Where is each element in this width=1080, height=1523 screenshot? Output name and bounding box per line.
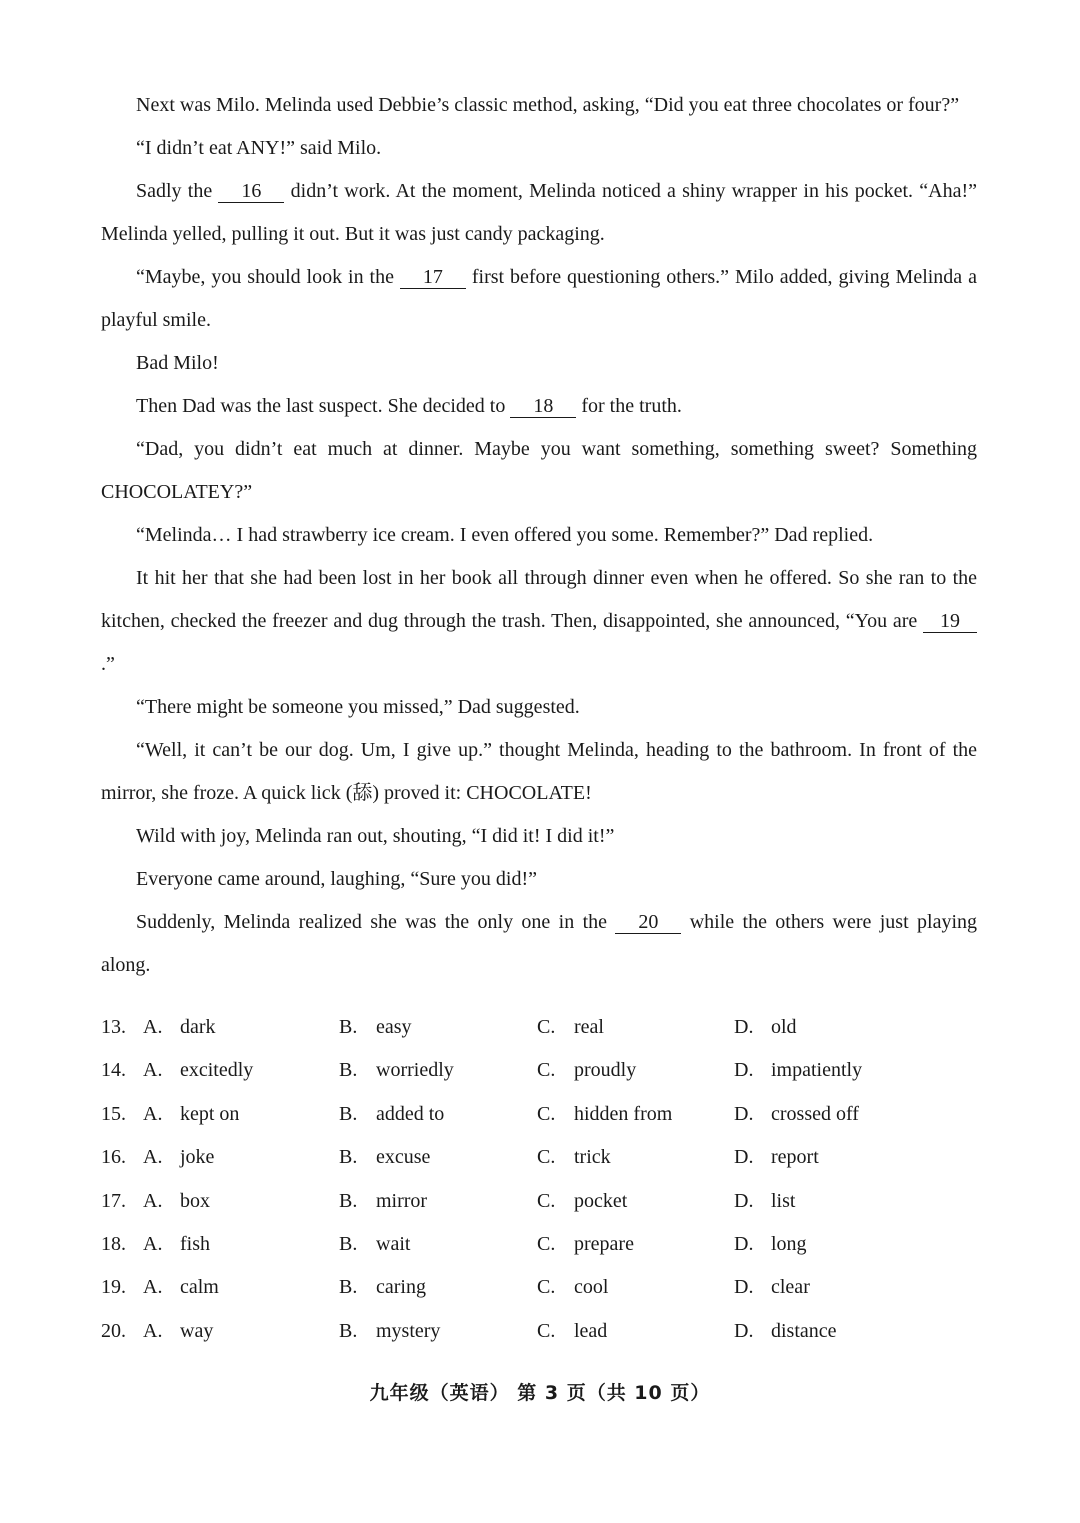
option-letter: D.: [734, 1189, 754, 1212]
option-letter: B.: [339, 1059, 358, 1082]
option-letter: C.: [537, 1319, 556, 1342]
option-b: [339, 1223, 410, 1266]
option-text: impatiently: [771, 1059, 863, 1082]
paragraph: Wild with joy, Melinda ran out, shouting, “I did it! I did it!”: [136, 825, 615, 847]
option-a: [143, 1180, 210, 1223]
option-letter: D.: [734, 1059, 754, 1082]
option-text: pocket: [574, 1189, 628, 1212]
option-text: kept on: [180, 1102, 240, 1125]
option-d: [734, 1093, 859, 1136]
paragraph: [101, 385, 977, 428]
option-letter: A.: [143, 1276, 163, 1299]
question-number: 19.: [101, 1276, 126, 1299]
option-text: dark: [180, 1016, 216, 1038]
option-letter: B.: [339, 1102, 358, 1125]
option-c: [537, 1049, 636, 1092]
option-letter: A.: [143, 1059, 163, 1082]
option-d: [734, 1006, 797, 1049]
option-letter: B.: [339, 1189, 358, 1212]
text-segment: .”: [101, 653, 115, 675]
option-b: [339, 1006, 412, 1049]
option-text: worriedly: [376, 1059, 454, 1082]
option-b: [339, 1266, 426, 1309]
text-segment: while the others were just playing along.: [101, 911, 977, 976]
page-footer: 九年级（英语） 第 3 页（共 10 页）: [369, 1382, 711, 1404]
option-text: lead: [574, 1319, 608, 1342]
blank-18: 18: [510, 395, 576, 418]
option-text: fish: [180, 1232, 210, 1255]
question-number: 17.: [101, 1189, 126, 1212]
reading-passage: [101, 84, 977, 987]
option-c: [537, 1093, 672, 1136]
option-c: [537, 1136, 611, 1179]
option-c: [537, 1310, 607, 1353]
option-letter: C.: [537, 1146, 556, 1169]
option-letter: D.: [734, 1016, 754, 1038]
option-text: joke: [180, 1146, 215, 1169]
answer-options: [101, 1006, 981, 1353]
option-d: [734, 1049, 862, 1092]
paragraph: [101, 901, 977, 987]
option-a: [143, 1049, 253, 1092]
option-b: [339, 1310, 440, 1353]
paragraph: Everyone came around, laughing, “Sure you did!”: [136, 868, 537, 890]
paragraph: “Melinda… I had strawberry ice cream. I even offered you some. Remember?” Dad replied.: [136, 524, 874, 546]
text-segment: “Maybe, you should look in the: [136, 266, 400, 288]
paragraph: [101, 256, 977, 342]
option-letter: A.: [143, 1016, 163, 1038]
paragraph: “Dad, you didn’t eat much at dinner. Maybe you want something, something sweet? Something CHOCOLATEY?”: [101, 438, 977, 503]
question-number: 15.: [101, 1102, 126, 1125]
option-letter: D.: [734, 1319, 754, 1342]
text-segment: Sadly the: [136, 180, 219, 202]
question-row: [101, 1180, 981, 1223]
option-text: proudly: [574, 1059, 637, 1082]
paragraph: [101, 170, 977, 256]
option-d: [734, 1180, 795, 1223]
option-c: [537, 1266, 608, 1309]
option-text: mystery: [376, 1319, 441, 1342]
paragraph: “There might be someone you missed,” Dad suggested.: [136, 696, 580, 718]
option-letter: A.: [143, 1319, 163, 1342]
question-number: 14.: [101, 1059, 126, 1082]
option-text: list: [771, 1189, 796, 1212]
option-text: cool: [574, 1276, 609, 1299]
option-letter: C.: [537, 1059, 556, 1082]
option-b: [339, 1049, 454, 1092]
option-d: [734, 1136, 819, 1179]
option-text: hidden from: [574, 1102, 673, 1125]
paragraph: [101, 557, 977, 686]
option-a: [143, 1223, 210, 1266]
option-text: calm: [180, 1276, 219, 1299]
option-text: clear: [771, 1276, 810, 1299]
option-letter: A.: [143, 1102, 163, 1125]
option-text: crossed off: [771, 1102, 859, 1125]
option-d: [734, 1310, 837, 1353]
question-row: [101, 1006, 981, 1049]
option-text: excitedly: [180, 1059, 254, 1082]
option-c: [537, 1223, 634, 1266]
option-letter: A.: [143, 1232, 163, 1255]
text-segment: Suddenly, Melinda realized she was the only one in the: [136, 911, 616, 933]
paragraph: Bad Milo!: [136, 352, 219, 374]
option-text: report: [771, 1146, 819, 1169]
option-text: way: [180, 1319, 214, 1342]
paragraph: “I didn’t eat ANY!” said Milo.: [136, 137, 382, 159]
blank-17: 17: [400, 266, 466, 289]
option-text: caring: [376, 1276, 426, 1299]
text-segment: It hit her that she had been lost in her book all through dinner even when he offered. So she ran to the kitchen, checked the freezer and dug through the trash. Then, disappointed, she announced, “You are: [101, 567, 977, 632]
question-row: [101, 1223, 981, 1266]
question-number: 16.: [101, 1146, 126, 1169]
option-text: added to: [376, 1102, 445, 1125]
blank-16: 16: [218, 180, 284, 203]
text-segment: Then Dad was the last suspect. She decided to: [136, 395, 511, 417]
option-c: [537, 1006, 604, 1049]
option-letter: C.: [537, 1016, 556, 1038]
question-number: 20.: [101, 1319, 126, 1342]
blank-19: 19: [923, 610, 977, 633]
blank-20: 20: [615, 911, 681, 934]
option-letter: C.: [537, 1102, 556, 1125]
option-letter: B.: [339, 1232, 358, 1255]
option-letter: C.: [537, 1189, 556, 1212]
option-text: mirror: [376, 1189, 428, 1212]
option-d: [734, 1266, 810, 1309]
option-b: [339, 1180, 427, 1223]
question-row: [101, 1093, 981, 1136]
option-letter: C.: [537, 1232, 556, 1255]
option-letter: A.: [143, 1189, 163, 1212]
question-number: 18.: [101, 1232, 126, 1255]
question-row: [101, 1136, 981, 1179]
option-text: excuse: [376, 1146, 431, 1169]
option-text: real: [574, 1016, 604, 1038]
option-text: old: [771, 1016, 797, 1038]
question-row: [101, 1049, 981, 1092]
option-a: [143, 1093, 239, 1136]
option-letter: B.: [339, 1319, 358, 1342]
option-text: distance: [771, 1319, 837, 1342]
text-segment: first before questioning others.” Milo added, giving Melinda a playful smile.: [101, 266, 977, 331]
option-letter: A.: [143, 1146, 163, 1169]
option-b: [339, 1093, 444, 1136]
option-a: [143, 1266, 219, 1309]
option-letter: B.: [339, 1276, 358, 1299]
option-text: box: [180, 1189, 210, 1212]
option-letter: D.: [734, 1146, 754, 1169]
question-row: [101, 1266, 981, 1309]
option-d: [734, 1223, 807, 1266]
option-c: [537, 1180, 627, 1223]
option-text: long: [771, 1232, 807, 1255]
option-a: [143, 1136, 214, 1179]
question-number: 13.: [101, 1016, 126, 1038]
option-letter: D.: [734, 1276, 754, 1299]
paragraph: “Well, it can’t be our dog. Um, I give up.” thought Melinda, heading to the bathroom. In front of the mirror, she froze. A quick lick (舔) proved it: CHOCOLATE!: [101, 739, 977, 804]
option-a: [143, 1006, 216, 1049]
option-text: trick: [574, 1146, 611, 1169]
paragraph: Next was Milo. Melinda used Debbie’s classic method, asking, “Did you eat three chocolates or four?”: [136, 94, 960, 116]
option-text: easy: [376, 1016, 412, 1038]
option-letter: C.: [537, 1276, 556, 1299]
option-letter: D.: [734, 1102, 754, 1125]
option-a: [143, 1310, 213, 1353]
option-text: wait: [376, 1232, 411, 1255]
question-row: [101, 1310, 981, 1353]
option-b: [339, 1136, 430, 1179]
text-segment: didn’t work. At the moment, Melinda noticed a shiny wrapper in his pocket. “Aha!” Melinda yelled, pulling it out. But it was just candy packaging.: [101, 180, 977, 245]
text-segment: for the truth.: [576, 395, 682, 417]
option-text: prepare: [574, 1232, 634, 1255]
option-letter: D.: [734, 1232, 754, 1255]
option-letter: B.: [339, 1146, 358, 1169]
option-letter: B.: [339, 1016, 358, 1038]
